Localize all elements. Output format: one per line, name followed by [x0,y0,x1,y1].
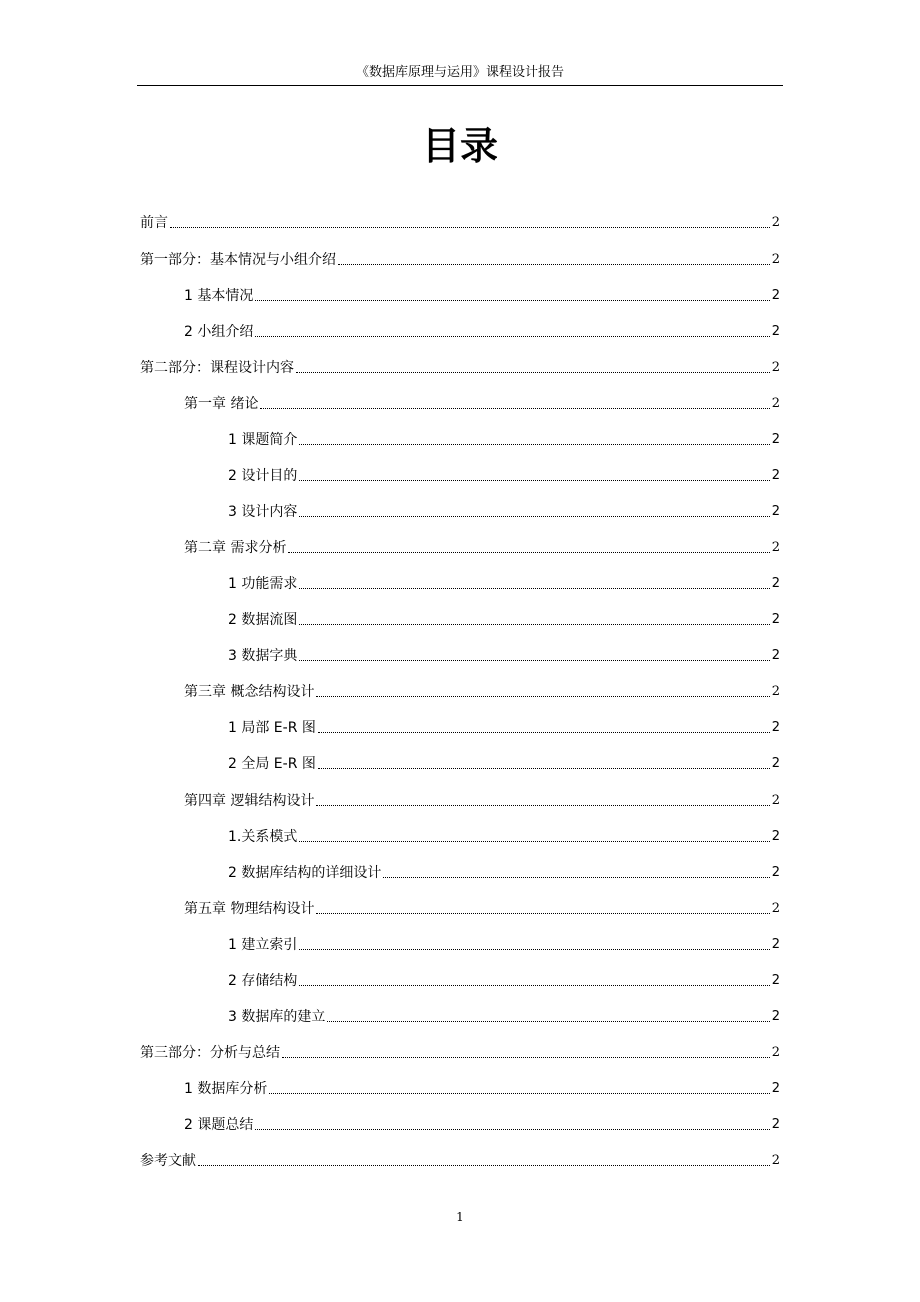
toc-page-number: 2 [771,360,780,375]
toc-entry-text: 2 小组介绍 [184,324,254,340]
toc-dot-leader [198,1165,770,1166]
toc-entry-text: 第一部分：基本情况与小组介绍 [140,252,336,268]
toc-page-number: 2 [771,576,780,591]
toc-dot-leader [299,949,769,950]
toc-dot-leader [282,1057,770,1058]
toc-dot-leader [299,516,769,517]
toc-dot-leader [288,552,769,553]
toc-entry[interactable] [140,1041,780,1063]
toc-page-number: 2 [771,396,780,411]
toc-dot-leader [318,768,770,769]
toc-entry-text: 2 课题总结 [184,1117,254,1133]
toc-dot-leader [269,1093,769,1094]
toc-dot-leader [383,877,769,878]
toc-page-number: 2 [771,252,780,267]
toc-entry[interactable] [228,500,780,522]
toc-entry[interactable] [228,716,780,738]
toc-entry[interactable] [228,933,780,955]
toc-entry-text: 1.关系模式 [228,829,298,845]
toc-page-number: 2 [771,865,780,880]
toc-entry-text: 1 课题简介 [228,432,298,448]
toc-entry[interactable] [228,1005,780,1027]
toc-page-number: 2 [771,324,780,339]
toc-page-number: 2 [771,648,780,663]
toc-entry-text: 2 数据流图 [228,612,298,628]
toc-entry[interactable] [228,644,780,666]
toc-entry-text: 1 数据库分析 [184,1081,268,1097]
toc-page-number: 2 [771,540,780,555]
toc-page-number: 2 [771,684,780,699]
toc-entry[interactable] [228,572,780,594]
toc-dot-leader [299,624,769,625]
toc-entry-text: 第三部分：分析与总结 [140,1045,280,1061]
toc-page-number: 2 [771,1117,780,1132]
toc-entry-text: 2 设计目的 [228,468,298,484]
toc-entry[interactable] [228,969,780,991]
toc-entry-text: 2 存储结构 [228,973,298,989]
toc-page-number: 2 [771,504,780,519]
running-header-title: 《数据库原理与运用》课程设计报告 [355,65,564,80]
toc-dot-leader [327,1021,769,1022]
toc-dot-leader [318,732,770,733]
toc-entry[interactable] [184,392,780,414]
toc-entry[interactable] [140,211,780,233]
toc-dot-leader [299,660,769,661]
toc-entry[interactable] [184,284,780,306]
toc-page-number: 2 [771,432,780,447]
toc-page-number: 2 [771,793,780,808]
toc-entry-text: 3 设计内容 [228,504,298,520]
toc-dot-leader [316,805,769,806]
toc-dot-leader [296,372,770,373]
toc-page-number: 2 [771,1045,780,1060]
toc-entry[interactable] [140,356,780,378]
toc-entry[interactable] [228,464,780,486]
toc-dot-leader [316,696,769,697]
toc-entry-text: 第三章 概念结构设计 [184,684,315,700]
toc-page-number: 2 [771,288,780,303]
toc-page-number: 2 [771,215,780,230]
toc-dot-leader [170,227,770,228]
toc-dot-leader [255,336,769,337]
toc-entry[interactable] [140,1149,780,1171]
toc-entry[interactable] [184,1113,780,1135]
toc-dot-leader [260,408,769,409]
toc-entry-text: 1 基本情况 [184,288,254,304]
toc-dot-leader [299,985,769,986]
toc-dot-leader [299,480,769,481]
toc-entry[interactable] [184,897,780,919]
toc-page-number: 2 [771,829,780,844]
toc-page-number: 2 [771,937,780,952]
toc-entry-text: 2 全局 E-R 图 [228,756,316,772]
toc-page-number: 2 [771,612,780,627]
toc-dot-leader [255,1129,769,1130]
footer-page-number: 1 [456,1210,464,1224]
toc-page-number: 2 [771,1153,780,1168]
toc-entry[interactable] [228,428,780,450]
toc-entry[interactable] [184,320,780,342]
toc-title: 目录 [421,124,498,168]
toc-entry[interactable] [228,752,780,774]
toc-entry-text: 3 数据字典 [228,648,298,664]
toc-entry[interactable] [184,536,780,558]
toc-dot-leader [299,588,769,589]
toc-entry[interactable] [140,248,780,270]
toc-entry[interactable] [228,608,780,630]
toc-entry-text: 前言 [140,215,168,231]
toc-entry-text: 2 数据库结构的详细设计 [228,865,382,881]
toc-page-number: 2 [771,756,780,771]
toc-entry[interactable] [184,680,780,702]
toc-entry-text: 1 建立索引 [228,937,298,953]
toc-entry[interactable] [228,861,780,883]
toc-entry-text: 1 功能需求 [228,576,298,592]
toc-entry[interactable] [184,1077,780,1099]
toc-dot-leader [299,444,769,445]
toc-page-number: 2 [771,720,780,735]
toc-dot-leader [299,841,769,842]
toc-page-number: 2 [771,1009,780,1024]
toc-entry-text: 第一章 绪论 [184,396,259,412]
toc-page-number: 2 [771,468,780,483]
toc-entry-text: 第二部分：课程设计内容 [140,360,294,376]
toc-entry-text: 第四章 逻辑结构设计 [184,793,315,809]
toc-entry-text: 1 局部 E-R 图 [228,720,316,736]
toc-entry-text: 第二章 需求分析 [184,540,287,556]
toc-page-number: 2 [771,901,780,916]
toc-page-number: 2 [771,973,780,988]
toc-dot-leader [316,913,769,914]
toc-dot-leader [338,264,770,265]
toc-entry[interactable] [228,825,780,847]
toc-page-number: 2 [771,1081,780,1096]
toc-dot-leader [255,300,769,301]
toc-entry-text: 参考文献 [140,1153,196,1169]
toc-entry-text: 第五章 物理结构设计 [184,901,315,917]
toc-entry[interactable] [184,789,780,811]
toc-entry-text: 3 数据库的建立 [228,1009,326,1025]
